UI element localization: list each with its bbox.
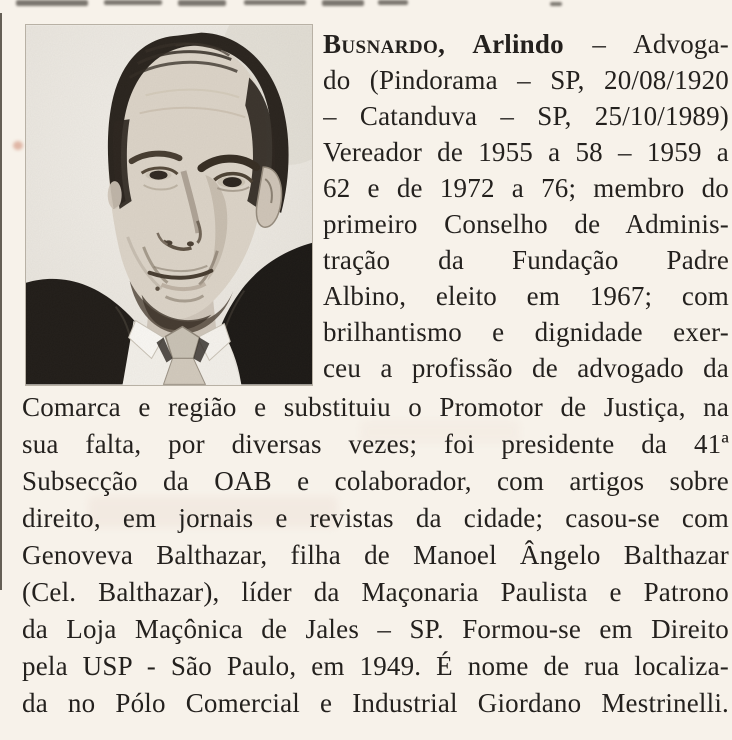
scan-artifact-mark: [104, 0, 162, 5]
scan-artifact-mark: [378, 0, 408, 5]
text-line: pela USP - São Paulo, em 1949. É nome de rua localiza-: [22, 651, 729, 681]
scan-artifact-mark: [244, 0, 306, 5]
first-name: Arlindo: [445, 29, 564, 59]
scan-artifact-mark: [550, 2, 562, 6]
text-line: da no Pólo Comercial e Industrial Giordano Mestrinelli.: [22, 688, 729, 718]
surname: Busnardo,: [323, 29, 446, 59]
text-line: primeiro Conselho de Adminis-: [323, 209, 729, 239]
portrait-photo: [25, 24, 313, 386]
text-line: Comarca e região e substituiu o Promotor de Justiça, na: [22, 392, 729, 422]
text-line: ceu a profissão de advogado da: [323, 353, 729, 383]
scan-artifact-mark: [322, 0, 364, 6]
text-line: direito, em jornais e revistas da cidade; casou-se com: [22, 503, 729, 533]
text-line: do (Pindorama – SP, 20/08/1920: [323, 65, 729, 95]
text-line: da Loja Maçônica de Jales – SP. Formou-se em Direito: [22, 614, 729, 644]
entry-column-text: [323, 26, 729, 386]
text-line: – Catanduva – SP, 25/10/1989): [323, 101, 729, 131]
scan-artifact-mark: [16, 0, 88, 6]
text-line: sua falta, por diversas vezes; foi presidente da 41ª: [22, 429, 729, 459]
entry-full-text: [22, 389, 729, 722]
text-line: Subsecção da OAB e colaborador, com artigos sobre: [22, 466, 729, 496]
text-line: brilhantismo e dignidade exer-: [323, 317, 729, 347]
scan-artifact-mark: [178, 0, 226, 6]
scan-edge-line: [0, 13, 2, 590]
scan-spot: [13, 141, 23, 150]
text-line: Vereador de 1955 a 58 – 1959 a: [323, 137, 729, 167]
text-line: Albino, eleito em 1967; com: [323, 281, 729, 311]
entry-heading: [323, 26, 729, 62]
text-line: Genoveva Balthazar, filha de Manoel Ângelo Balthazar: [22, 540, 729, 570]
heading-tail: – Advoga-: [563, 29, 729, 59]
column-lines: [323, 62, 729, 386]
text-line: (Cel. Balthazar), líder da Maçonaria Paulista e Patrono: [22, 577, 729, 607]
text-line: tração da Fundação Padre: [323, 245, 729, 275]
text-line: 62 e de 1972 a 76; membro do: [323, 173, 729, 203]
portrait-illustration: [26, 25, 312, 385]
